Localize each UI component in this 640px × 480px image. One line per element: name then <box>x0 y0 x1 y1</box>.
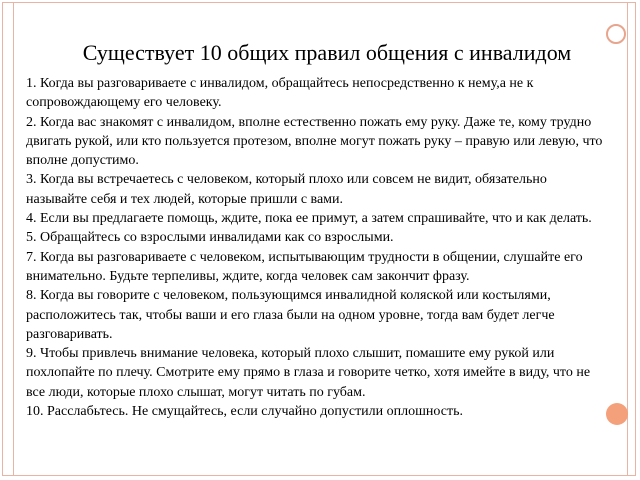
decorative-dot-icon <box>606 403 628 425</box>
rule-item: 7. Когда вы разговариваете с человеком, испытывающим трудности в общении, слушайте его внимательно. Будьте терпеливы, ждите, когда человек сам закончит фразу. <box>26 249 583 284</box>
rule-item: 2. Когда вас знакомят с инвалидом, вполне естественно пожать ему руку. Даже те, кому трудно двигать рукой, или кто пользуется протезом, вполне могут пожать руку – правую или левую, что вполне допустимо. <box>26 114 603 169</box>
rule-item: 4. Если вы предлагаете помощь, ждите, пока ее примут, а затем спрашивайте, что и как делать. <box>26 211 592 227</box>
rule-item: 5. Обращайтесь со взрослыми инвалидами как со взрослыми. <box>26 230 394 246</box>
slide-title: Существует 10 общих правил общения с инвалидом <box>82 40 572 65</box>
rules-list <box>26 74 604 421</box>
slide-left-rule <box>13 2 14 476</box>
rule-item: 10. Расслабьтесь. Не смущайтесь, если случайно допустили оплошность. <box>26 404 463 420</box>
rule-item: 9. Чтобы привлечь внимание человека, который плохо слышит, помашите ему рукой или похлопайте по плечу. Смотрите ему прямо в глаза и говорите четко, хотя имейте в виду, что не все люди, которые плохо слышат, могут читать по губам. <box>26 346 591 400</box>
rule-item: 3. Когда вы встречаетесь с человеком, который плохо или совсем не видит, обязательно называйте себя и тех людей, которые пришли с вами. <box>26 172 547 207</box>
slide-right-rule <box>627 2 628 476</box>
rule-item: 8. Когда вы говорите с человеком, пользующимся инвалидной коляской или костылями, расположитесь так, чтобы ваши и его глаза были на одном уровне, тогда вам будет легче разговаривать. <box>26 288 555 342</box>
rule-item: 1. Когда вы разговариваете с инвалидом, обращайтесь непосредственно к нему,а не к сопровождающему его человеку. <box>26 76 534 111</box>
